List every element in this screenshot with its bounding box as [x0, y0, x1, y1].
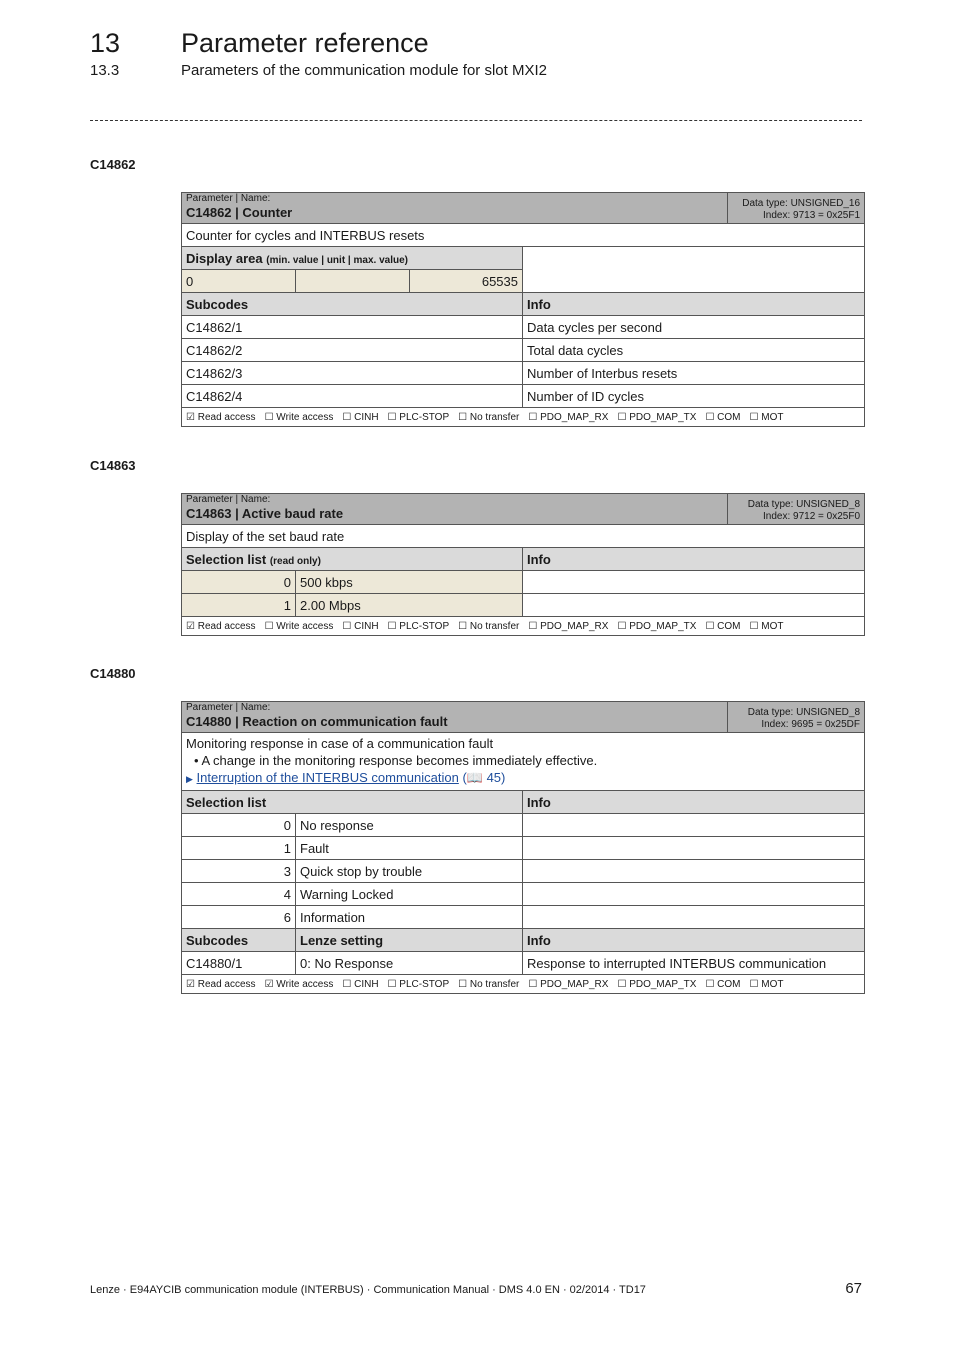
flag-mot: ☐ MOT	[749, 620, 784, 632]
selection-value: 6	[182, 906, 296, 929]
flag-read-access: ☑ Read access	[186, 978, 256, 990]
param-name-cell	[182, 494, 728, 525]
param-index: Index: 9712 = 0x25F0	[763, 511, 861, 522]
param-table-c14862	[181, 192, 865, 427]
param-description: Counter for cycles and INTERBUS resets	[182, 224, 865, 247]
selection-list-header	[182, 548, 523, 571]
flag-read-access: ☑ Read access	[186, 620, 256, 632]
flag-com: ☐ COM	[705, 620, 741, 632]
section-title: Parameters of the communication module for slot MXI2	[181, 62, 547, 79]
data-type-cell	[728, 702, 865, 733]
flag-pdo-map-rx: ☐ PDO_MAP_RX	[528, 978, 609, 990]
param-index: Index: 9695 = 0x25DF	[761, 719, 861, 730]
unit-value	[296, 270, 410, 293]
flag-plc-stop: ☐ PLC-STOP	[387, 978, 450, 990]
page-reference[interactable]: (📖 45)	[462, 770, 506, 785]
flag-pdo-map-rx: ☐ PDO_MAP_RX	[528, 411, 609, 423]
flag-com: ☐ COM	[705, 978, 741, 990]
chapter-title: Parameter reference	[181, 28, 429, 58]
selection-value: 0	[182, 814, 296, 837]
selection-info	[523, 883, 865, 906]
selection-text: Quick stop by trouble	[296, 860, 523, 883]
flag-mot: ☐ MOT	[749, 411, 784, 423]
cross-reference-link[interactable]: Interruption of the INTERBUS communication	[196, 770, 459, 785]
footer-text: Lenze · E94AYCIB communication module (INTERBUS) · Communication Manual · DMS 4.0 EN · 02/2014 · TD17	[90, 1284, 646, 1296]
empty-cell	[523, 247, 865, 293]
info-header: Info	[523, 548, 865, 571]
selection-text: Fault	[296, 837, 523, 860]
flag-read-access: ☑ Read access	[186, 411, 256, 423]
info-header: Info	[523, 293, 865, 316]
display-area-header	[182, 247, 523, 270]
selection-value: 1	[182, 594, 296, 617]
subcode: C14862/2	[182, 339, 523, 362]
flag-pdo-map-tx: ☐ PDO_MAP_TX	[617, 978, 697, 990]
subcode-info: Number of Interbus resets	[523, 362, 865, 385]
flag-mot: ☐ MOT	[749, 978, 784, 990]
page-number: 67	[845, 1280, 862, 1297]
param-name-cell	[182, 193, 728, 224]
info-header: Info	[523, 929, 865, 952]
selection-text: 500 kbps	[296, 571, 523, 594]
flag-no-transfer: ☐ No transfer	[458, 411, 520, 423]
selection-info	[523, 860, 865, 883]
selection-info	[523, 906, 865, 929]
description-bullet: • A change in the monitoring response becomes immediately effective.	[194, 753, 598, 768]
subcode-info: Data cycles per second	[523, 316, 865, 339]
subcodes-header: Subcodes	[182, 929, 296, 952]
param-description	[182, 733, 865, 791]
data-type-cell	[728, 193, 865, 224]
selection-list-sub: (read only)	[269, 555, 321, 567]
subcode-info: Number of ID cycles	[523, 385, 865, 408]
param-description: Display of the set baud rate	[182, 525, 865, 548]
flag-cinh: ☐ CINH	[342, 620, 379, 632]
flag-plc-stop: ☐ PLC-STOP	[387, 620, 450, 632]
param-heading-c14863: C14863	[90, 458, 136, 473]
selection-info	[523, 814, 865, 837]
description-line: Monitoring response in case of a communication fault	[186, 736, 494, 751]
selection-text: No response	[296, 814, 523, 837]
param-table-c14863	[181, 493, 865, 636]
access-flags	[182, 617, 865, 636]
info-header: Info	[523, 791, 865, 814]
flag-pdo-map-rx: ☐ PDO_MAP_RX	[528, 620, 609, 632]
flag-plc-stop: ☐ PLC-STOP	[387, 411, 450, 423]
data-type: Data type: UNSIGNED_8	[747, 707, 861, 718]
min-value: 0	[182, 270, 296, 293]
section-number: 13.3	[90, 62, 120, 79]
selection-value: 0	[182, 571, 296, 594]
selection-text: Information	[296, 906, 523, 929]
subcode-info: Total data cycles	[523, 339, 865, 362]
selection-value: 1	[182, 837, 296, 860]
param-name: C14880 | Reaction on communication fault	[186, 714, 448, 729]
max-value: 65535	[410, 270, 523, 293]
display-area-label: Display area	[186, 250, 263, 266]
selection-value: 4	[182, 883, 296, 906]
flag-cinh: ☐ CINH	[342, 978, 379, 990]
arrow-right-icon: ▶	[186, 774, 193, 784]
selection-info	[523, 594, 865, 617]
chapter-number: 13	[90, 28, 121, 58]
selection-info	[523, 837, 865, 860]
param-name: C14863 | Active baud rate	[186, 506, 344, 521]
header-divider	[90, 120, 862, 121]
subcode: C14880/1	[182, 952, 296, 975]
flag-cinh: ☐ CINH	[342, 411, 379, 423]
flag-com: ☐ COM	[705, 411, 741, 423]
selection-text: 2.00 Mbps	[296, 594, 523, 617]
data-type: Data type: UNSIGNED_16	[742, 198, 861, 209]
selection-list-header: Selection list	[182, 791, 523, 814]
param-heading-c14880: C14880	[90, 666, 136, 681]
flag-write-access: ☐ Write access	[264, 620, 334, 632]
param-name-cell	[182, 702, 728, 733]
subcodes-header: Subcodes	[182, 293, 523, 316]
flag-no-transfer: ☐ No transfer	[458, 978, 520, 990]
subcode: C14862/1	[182, 316, 523, 339]
flag-write-access: ☐ Write access	[264, 411, 334, 423]
cross-reference	[186, 769, 860, 788]
param-heading-c14862: C14862	[90, 157, 136, 172]
subcode-info: Response to interrupted INTERBUS communication	[523, 952, 865, 975]
subcode: C14862/3	[182, 362, 523, 385]
param-name: C14862 | Counter	[186, 205, 293, 220]
selection-value: 3	[182, 860, 296, 883]
param-name-label: Parameter | Name:	[186, 494, 271, 505]
access-flags	[182, 408, 865, 427]
param-index: Index: 9713 = 0x25F1	[763, 210, 861, 221]
selection-info	[523, 571, 865, 594]
flag-pdo-map-tx: ☐ PDO_MAP_TX	[617, 620, 697, 632]
data-type-cell	[728, 494, 865, 525]
param-name-label: Parameter | Name:	[186, 702, 271, 713]
selection-text: Warning Locked	[296, 883, 523, 906]
subcode: C14862/4	[182, 385, 523, 408]
access-flags	[182, 975, 865, 994]
lenze-setting: 0: No Response	[296, 952, 523, 975]
flag-pdo-map-tx: ☐ PDO_MAP_TX	[617, 411, 697, 423]
selection-list-label: Selection list	[186, 551, 267, 567]
flag-write-access: ☑ Write access	[264, 978, 334, 990]
data-type: Data type: UNSIGNED_8	[747, 499, 861, 510]
lenze-setting-header: Lenze setting	[296, 929, 523, 952]
param-name-label: Parameter | Name:	[186, 193, 271, 204]
param-table-c14880	[181, 701, 865, 994]
flag-no-transfer: ☐ No transfer	[458, 620, 520, 632]
display-area-sub: (min. value | unit | max. value)	[266, 254, 408, 266]
